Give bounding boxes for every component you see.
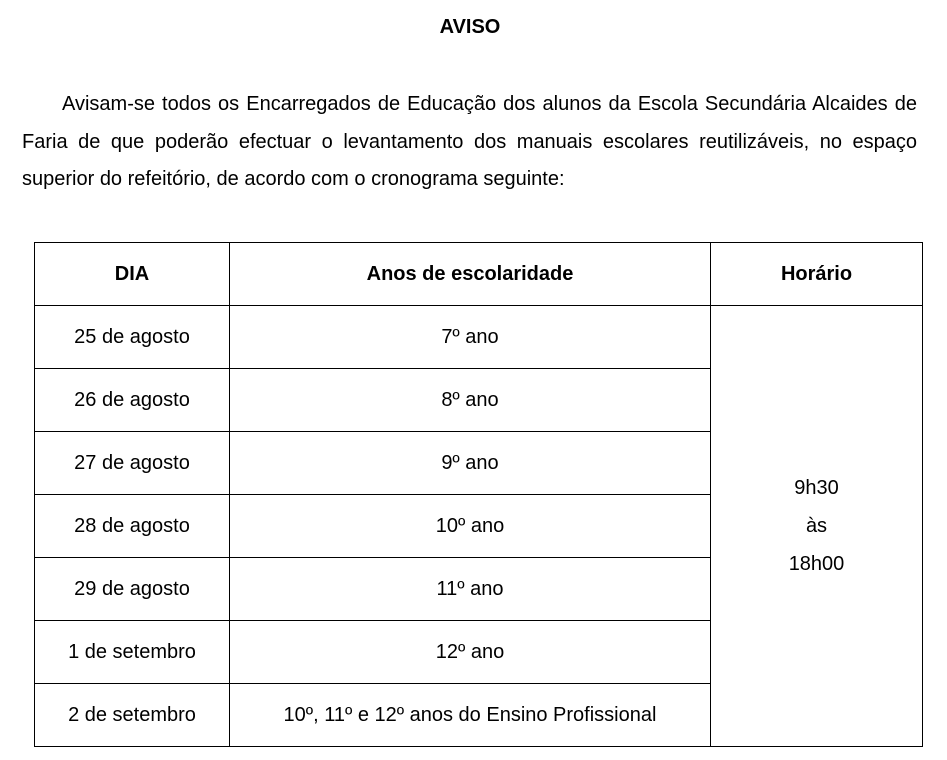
header-day: DIA <box>35 243 230 306</box>
table-header-row <box>35 243 923 306</box>
years-cell: 7º ano <box>230 306 711 369</box>
years-cell: 8º ano <box>230 369 711 432</box>
notice-paragraph: Avisam-se todos os Encarregados de Educação dos alunos da Escola Secundária Alcaides de Faria de que poderão efectuar o levantamento dos manuais escolares reutilizáveis, no espaço superior do refeitório, de acordo com o cronograma seguinte: <box>22 93 917 190</box>
schedule-table <box>34 242 923 747</box>
hours-cell <box>711 306 923 747</box>
hours-connector: às <box>805 515 828 537</box>
years-cell: 12º ano <box>230 621 711 684</box>
years-cell: 9º ano <box>230 432 711 495</box>
hours-end: 18h00 <box>788 553 845 575</box>
notice-title: AVISO <box>439 16 501 38</box>
day-cell: 2 de setembro <box>35 684 230 747</box>
day-cell: 29 de agosto <box>35 558 230 621</box>
day-cell: 25 de agosto <box>35 306 230 369</box>
years-cell: 10º ano <box>230 495 711 558</box>
header-years: Anos de escolaridade <box>230 243 711 306</box>
header-hours: Horário <box>711 243 923 306</box>
day-cell: 28 de agosto <box>35 495 230 558</box>
years-cell: 10º, 11º e 12º anos do Ensino Profissional <box>230 684 711 747</box>
table-row <box>35 306 923 369</box>
day-cell: 26 de agosto <box>35 369 230 432</box>
hours-start: 9h30 <box>794 477 839 499</box>
day-cell: 1 de setembro <box>35 621 230 684</box>
day-cell: 27 de agosto <box>35 432 230 495</box>
years-cell: 11º ano <box>230 558 711 621</box>
